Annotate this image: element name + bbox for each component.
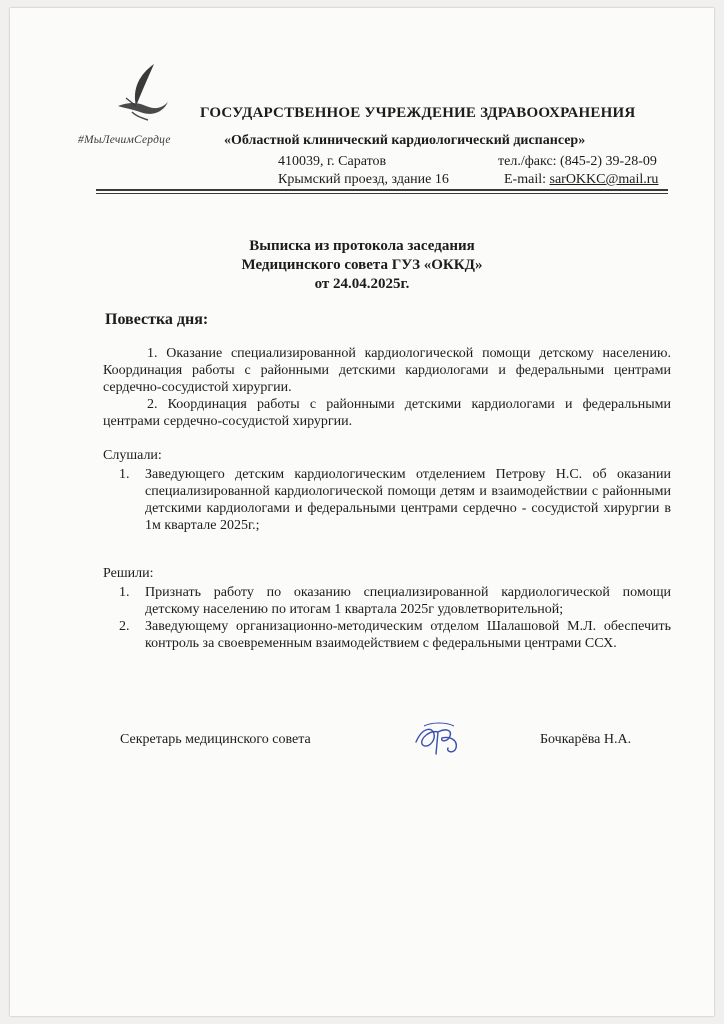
- organization-name: ГОСУДАРСТВЕННОЕ УЧРЕЖДЕНИЕ ЗДРАВООХРАНЕНИЯ: [200, 105, 636, 121]
- email-line: [504, 172, 658, 188]
- address-street: Крымский проезд, здание 16: [278, 172, 449, 187]
- decided-label: Решили:: [103, 566, 154, 581]
- organization-full-name: «Областной клинический кардиологический диспансер»: [224, 133, 586, 148]
- handwritten-signature: [412, 720, 470, 758]
- email-link[interactable]: sarOKKC@mail.ru: [549, 172, 659, 187]
- agenda-item-2: 2. Координация работы с районными детскими кардиологами и федеральными центрами сердечно-сосудистой хирургии.: [103, 397, 671, 429]
- document-title-council: Медицинского совета ГУЗ «ОККД»: [241, 257, 483, 273]
- decided-item-2: 2. Заведующему организационно-методическим отделом Шалашовой М.Л. обеспечить контроль за своевременным взаимодействием с федеральными центрами ССХ.: [119, 619, 671, 651]
- document-page: [10, 8, 714, 1016]
- heard-item-1: 1. Заведующего детским кардиологическим отделением Петрову Н.С. об оказании специализированной кардиологической помощи детям и взаимодействии с районными детскими кардиологами и федеральными центрами сердечно - сосудистой хирургии в 1м квартале 2025г.;: [119, 467, 671, 533]
- signatory-name: Бочкарёва Н.А.: [540, 732, 632, 747]
- heard-label: Слушали:: [103, 448, 162, 463]
- signatory-role: Секретарь медицинского совета: [120, 732, 311, 747]
- bird-logo-icon: [110, 62, 170, 124]
- document-date: от 24.04.2025г.: [314, 276, 410, 292]
- header-divider-thin: [96, 193, 668, 194]
- hashtag-slogan: #МыЛечимСердце: [78, 134, 171, 146]
- address-city: 410039, г. Саратов: [278, 154, 387, 169]
- agenda-heading: Повестка дня:: [105, 311, 209, 328]
- decided-item-1: 1. Признать работу по оказанию специализированной кардиологической помощи детскому населению по итогам 1 квартала 2025г удовлетворительной;: [119, 585, 671, 617]
- header-divider: [96, 189, 668, 191]
- phone-fax: тел./факс: (845-2) 39-28-09: [498, 154, 657, 169]
- email-label: E-mail:: [504, 172, 550, 187]
- agenda-item-1: 1. Оказание специализированной кардиологической помощи детскому населению. Координация работы с районными детскими кардиологами и федеральными центрами сердечно-сосудистой хирургии.: [103, 346, 671, 395]
- document-title: Выписка из протокола заседания: [249, 238, 475, 254]
